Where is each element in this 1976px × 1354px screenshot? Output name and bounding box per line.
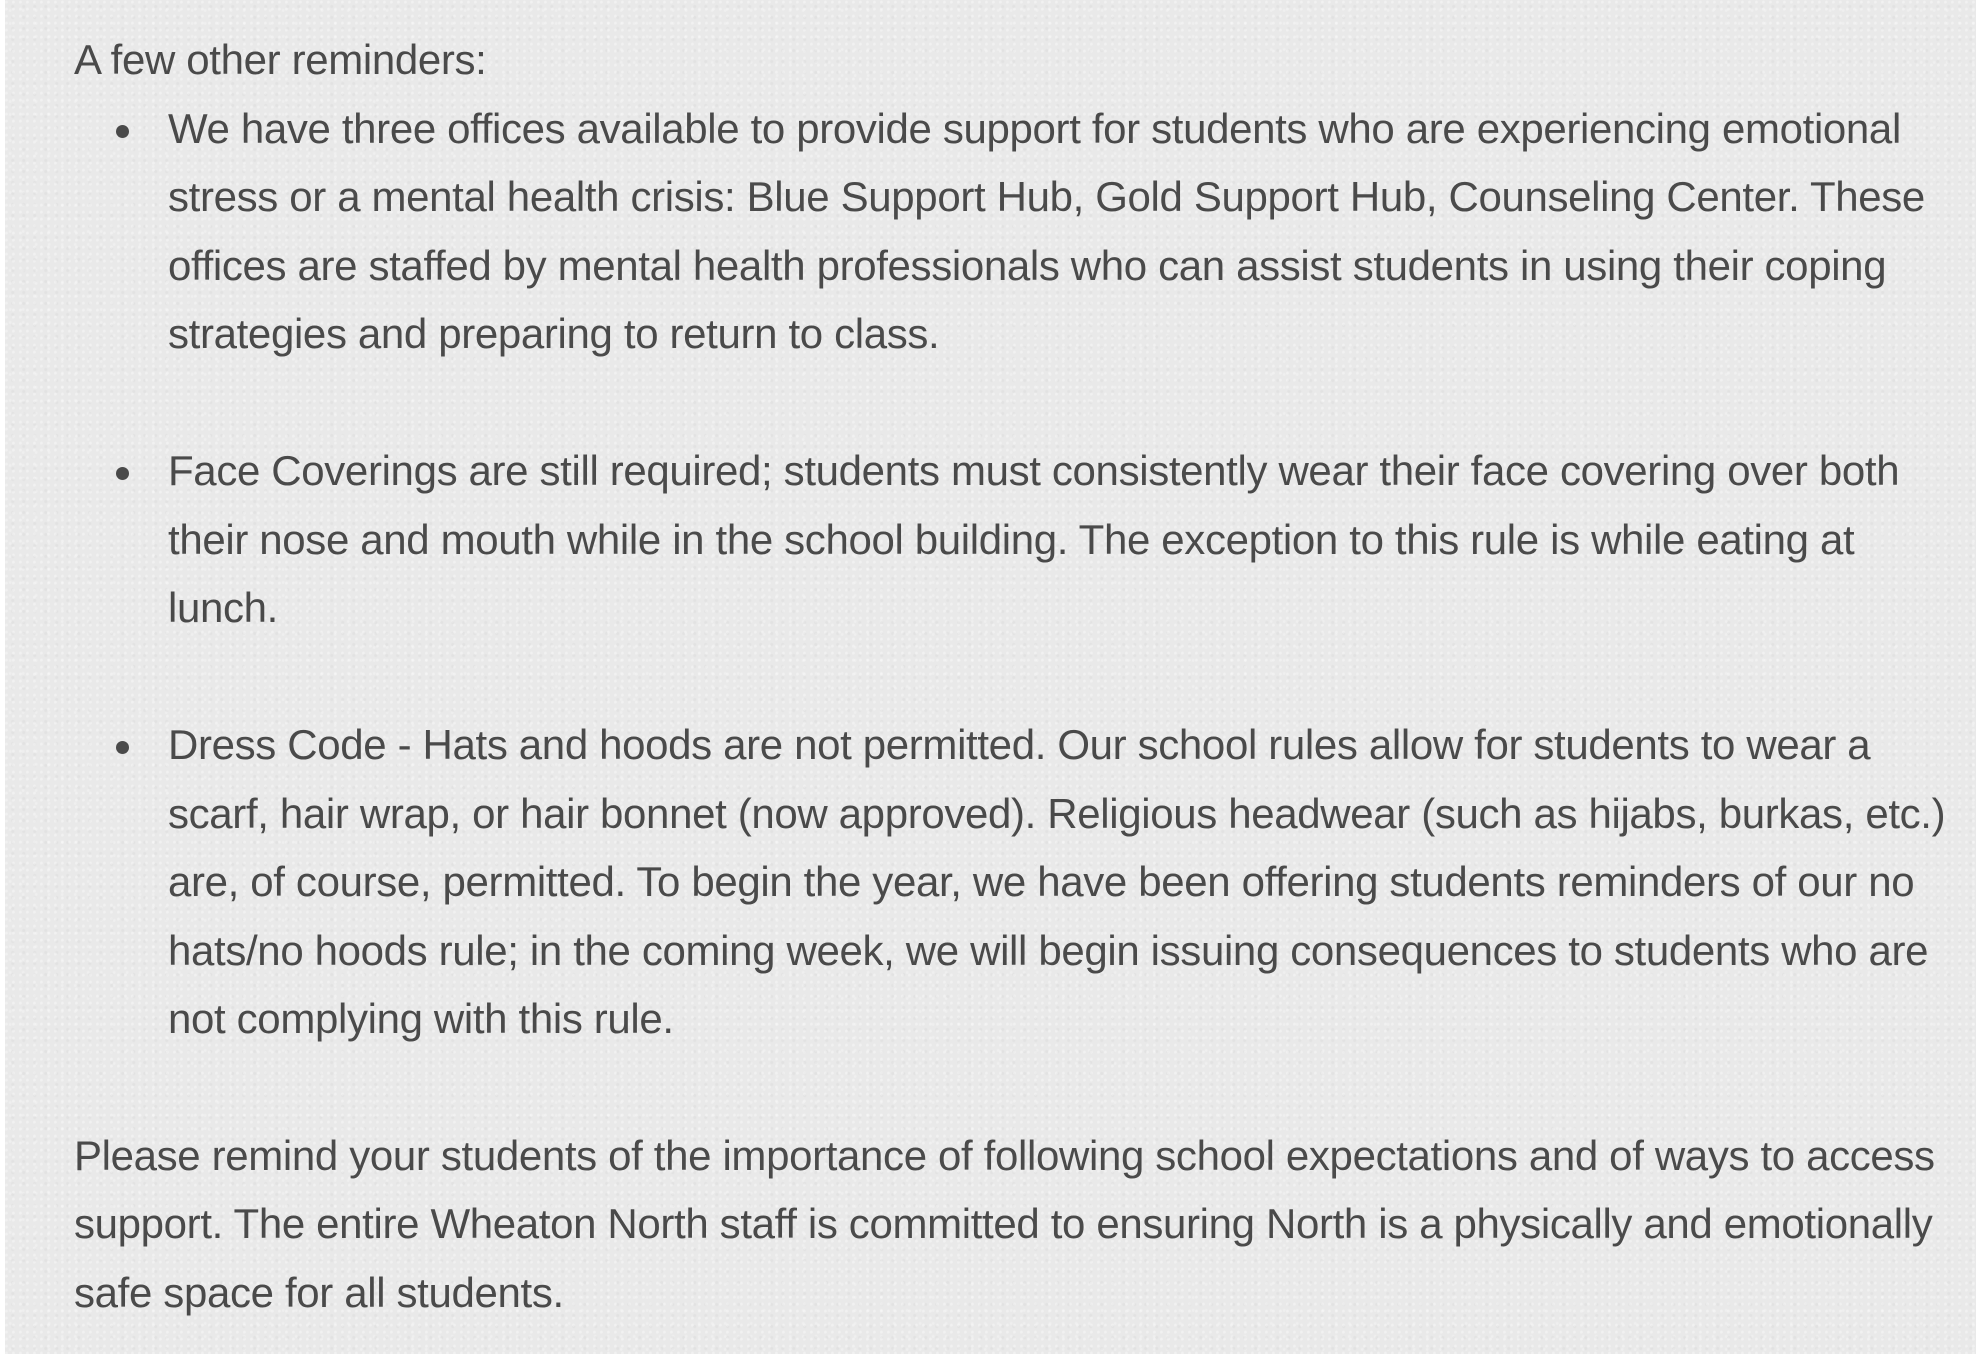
reminder-dress-code [74,711,1964,1054]
reminders-list [74,95,1964,1054]
reminder-text: Face Coverings are still required; students must consistently wear their face covering over both their nose and mouth while in the school building. The exception to this rule is while eating at lunch. [168,447,1900,631]
reminder-face-coverings [74,437,1964,643]
bullet-icon [116,467,129,480]
reminder-text: Dress Code - Hats and hoods are not permitted. Our school rules allow for students to wear a scarf, hair wrap, or hair bonnet (now approved). Religious headwear (such as hijabs, burkas, etc.) are, of course, permitted. To begin the year, we have been offering students reminders of our no hats/no hoods rule; in the coming week, we will begin issuing consequences to students who are not complying with this rule. [168,721,1946,1042]
bullet-icon [116,741,129,754]
reminders-intro: A few other reminders: [74,36,487,83]
reminder-support-offices [74,95,1964,369]
reminder-text: We have three offices available to provide support for students who are experiencing emotional stress or a mental health crisis: Blue Support Hub, Gold Support Hub, Counseling Center. These offices are staffed by mental health professionals who can assist students in using their coping strategies and preparing to return to class. [168,104,1925,357]
document-content [74,26,1964,1327]
closing-paragraph: Please remind your students of the importance of following school expectations and of ways to access support. The entire Wheaton North staff is committed to ensuring North is a physically and emotionally safe space for all students. [74,1131,1935,1316]
bullet-icon [116,125,129,138]
